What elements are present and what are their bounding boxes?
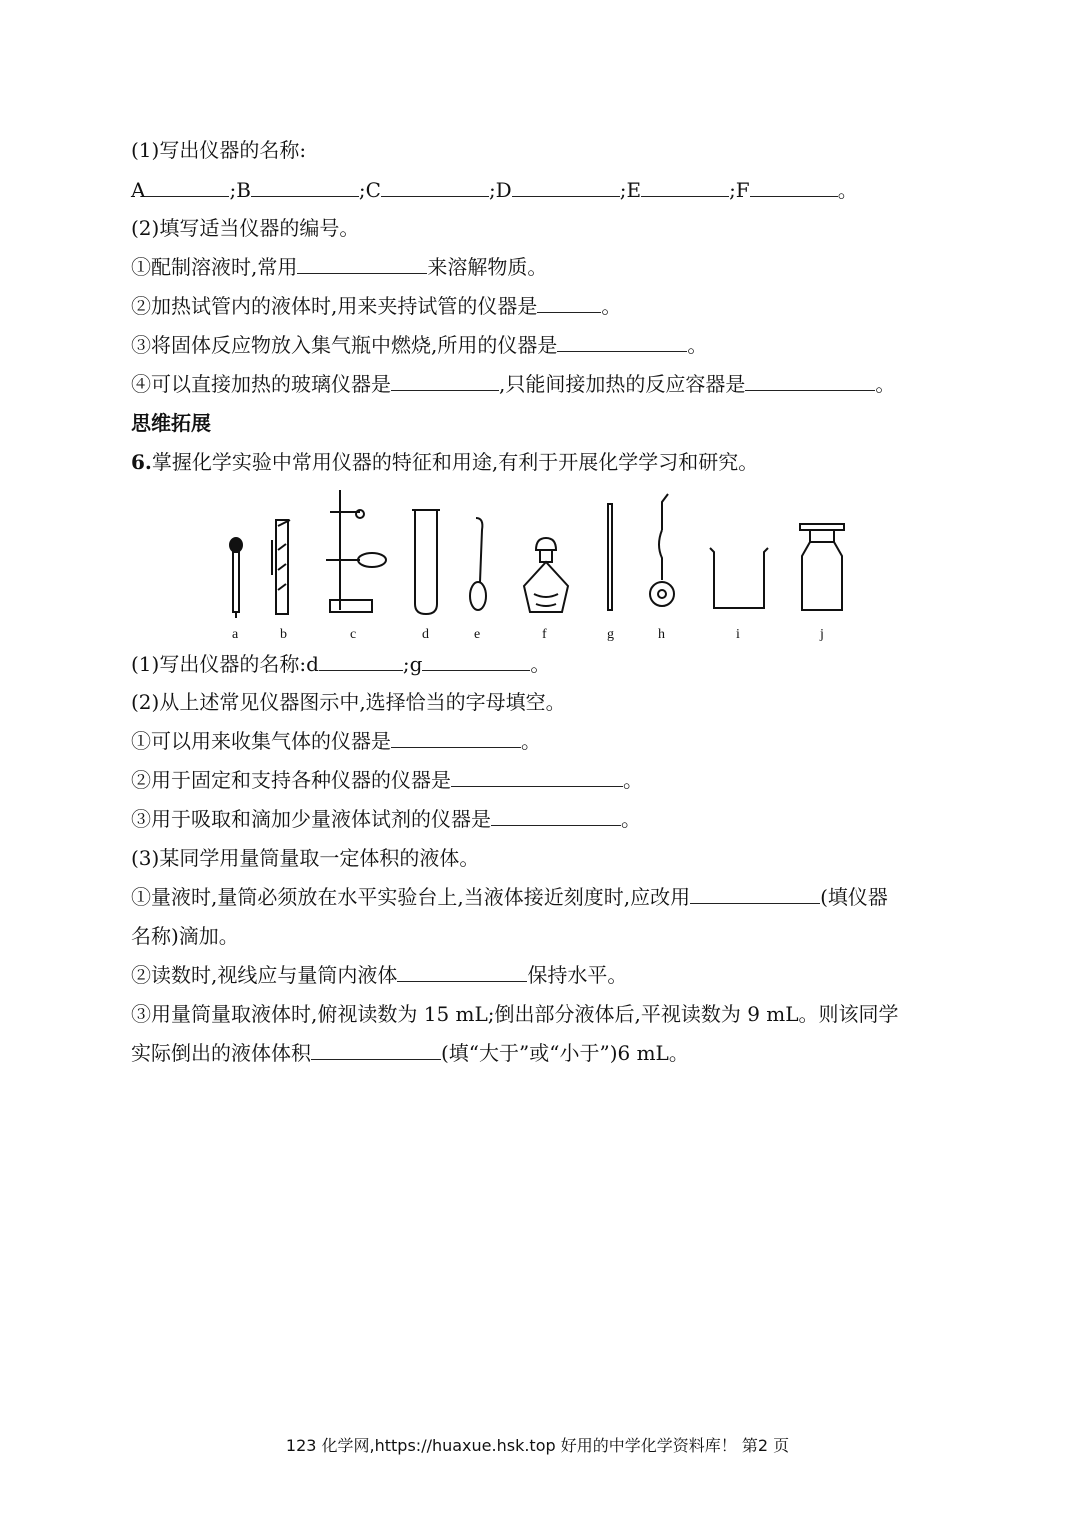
item-text: ①可以用来收集气体的仪器是 bbox=[131, 729, 391, 753]
label-c: ;C bbox=[358, 178, 381, 202]
blank-b[interactable] bbox=[251, 178, 359, 197]
label-e: ;E bbox=[619, 178, 642, 202]
item-text: (填“大于”或“小于”)6 mL。 bbox=[441, 1041, 689, 1065]
label-b: ;B bbox=[229, 178, 251, 202]
item-text: ,只能间接加热的反应容器是 bbox=[499, 372, 746, 396]
page-footer: 123 化学网,https://huaxue.hsk.top 好用的中学化学资料库！ 第2 页 bbox=[285, 1436, 790, 1455]
label-d: ;D bbox=[488, 178, 512, 202]
blank-f[interactable] bbox=[750, 178, 838, 197]
item-6-3-3-continued bbox=[131, 1041, 689, 1065]
question-5-part-1: (1)写出仪器的名称: bbox=[131, 138, 307, 162]
question-6-part-2: (2)从上述常见仪器图示中,选择恰当的字母填空。 bbox=[131, 690, 566, 714]
lab-instruments-figure bbox=[210, 490, 870, 650]
item-6-1 bbox=[131, 652, 550, 676]
item-text: 。 bbox=[621, 807, 641, 831]
item-text: ②加热试管内的液体时,用来夹持试管的仪器是 bbox=[131, 294, 538, 318]
spoon-illustration bbox=[470, 518, 486, 610]
answer-blank[interactable] bbox=[319, 652, 403, 671]
item-text: 。 bbox=[687, 333, 708, 357]
label-a: A bbox=[131, 178, 146, 202]
glass-rod-illustration bbox=[608, 504, 612, 610]
item-5-2-4 bbox=[131, 372, 895, 396]
blank-a[interactable] bbox=[145, 178, 229, 197]
item-text: 。 bbox=[601, 294, 622, 318]
figure-labels bbox=[232, 627, 824, 642]
answer-blank[interactable] bbox=[451, 768, 623, 787]
item-text: ;g bbox=[402, 652, 423, 676]
period: 。 bbox=[837, 178, 858, 202]
answer-blank[interactable] bbox=[557, 333, 687, 352]
item-text: 来溶解物质。 bbox=[427, 255, 548, 279]
answer-blank[interactable] bbox=[397, 963, 527, 982]
answer-blank[interactable] bbox=[311, 1041, 441, 1060]
question-5-part-2: (2)填写适当仪器的编号。 bbox=[131, 216, 360, 240]
item-6-2-2 bbox=[131, 768, 643, 792]
blank-e[interactable] bbox=[641, 178, 729, 197]
item-text: 。 bbox=[530, 652, 551, 676]
test-tube-illustration bbox=[412, 510, 440, 614]
item-5-2-3 bbox=[131, 333, 707, 357]
item-text: 。 bbox=[623, 768, 643, 792]
answer-blank[interactable] bbox=[297, 255, 427, 274]
question-text: 掌握化学实验中常用仪器的特征和用途,有利于开展化学学习和研究。 bbox=[151, 450, 759, 474]
item-5-2-1 bbox=[131, 255, 547, 279]
item-text: 实际倒出的液体体积 bbox=[131, 1041, 311, 1065]
item-text: 保持水平。 bbox=[527, 963, 628, 987]
section-title: 思维拓展 bbox=[131, 411, 211, 435]
blank-c[interactable] bbox=[381, 178, 489, 197]
figure-label: i bbox=[736, 627, 740, 642]
figure-label: b bbox=[280, 627, 287, 642]
figure-label: a bbox=[232, 627, 239, 642]
reagent-bottle-illustration bbox=[800, 524, 844, 610]
figure-label: c bbox=[350, 627, 357, 642]
label-f: ;F bbox=[729, 178, 750, 202]
question-number: 6. bbox=[131, 450, 152, 474]
answer-blank[interactable] bbox=[537, 294, 601, 313]
figure-label: j bbox=[820, 627, 824, 642]
question-6-stem bbox=[131, 450, 758, 474]
item-text: (1)写出仪器的名称:d bbox=[131, 652, 319, 676]
dropper-illustration bbox=[230, 538, 242, 618]
figure-label: d bbox=[422, 627, 429, 642]
instrument-name-row bbox=[131, 178, 858, 202]
item-text: ③用于吸取和滴加少量液体试剂的仪器是 bbox=[131, 807, 491, 831]
blank-d[interactable] bbox=[512, 178, 620, 197]
item-text: ②用于固定和支持各种仪器的仪器是 bbox=[131, 768, 451, 792]
test-tube-clamp-illustration bbox=[272, 520, 290, 614]
answer-blank[interactable] bbox=[391, 729, 521, 748]
crucible-tongs-illustration bbox=[650, 494, 674, 606]
item-6-3-1-continued: 名称)滴加。 bbox=[131, 924, 239, 948]
item-text: 。 bbox=[521, 729, 541, 753]
item-text: (填仪器 bbox=[820, 885, 888, 909]
beaker-illustration bbox=[710, 548, 768, 608]
item-6-2-3 bbox=[131, 807, 641, 831]
alcohol-lamp-illustration bbox=[524, 538, 568, 612]
item-text: ①量液时,量筒必须放在水平实验台上,当液体接近刻度时,应改用 bbox=[131, 885, 691, 909]
figure-label: h bbox=[658, 627, 665, 642]
figure-label: g bbox=[607, 627, 614, 642]
figure-label: f bbox=[542, 627, 547, 642]
answer-blank[interactable] bbox=[422, 652, 530, 671]
item-6-2-1 bbox=[131, 729, 541, 753]
item-text: ②读数时,视线应与量筒内液体 bbox=[131, 963, 398, 987]
answer-blank[interactable] bbox=[391, 372, 499, 391]
answer-blank[interactable] bbox=[491, 807, 621, 826]
item-text: ③将固体反应物放入集气瓶中燃烧,所用的仪器是 bbox=[131, 333, 558, 357]
item-6-3-1 bbox=[131, 885, 888, 909]
item-5-2-2 bbox=[131, 294, 621, 318]
figure-label: e bbox=[474, 627, 481, 642]
question-6-part-3: (3)某同学用量筒量取一定体积的液体。 bbox=[131, 846, 480, 870]
answer-blank[interactable] bbox=[745, 372, 875, 391]
item-6-3-3: ③用量筒量取液体时,俯视读数为 15 mL;倒出部分液体后,平视读数为 9 mL。则该同学 bbox=[131, 1002, 899, 1026]
item-6-3-2 bbox=[131, 963, 627, 987]
answer-blank[interactable] bbox=[690, 885, 820, 904]
iron-stand-illustration bbox=[326, 490, 386, 612]
item-text: ①配制溶液时,常用 bbox=[131, 255, 298, 279]
item-text: ④可以直接加热的玻璃仪器是 bbox=[131, 372, 391, 396]
item-text: 。 bbox=[875, 372, 896, 396]
